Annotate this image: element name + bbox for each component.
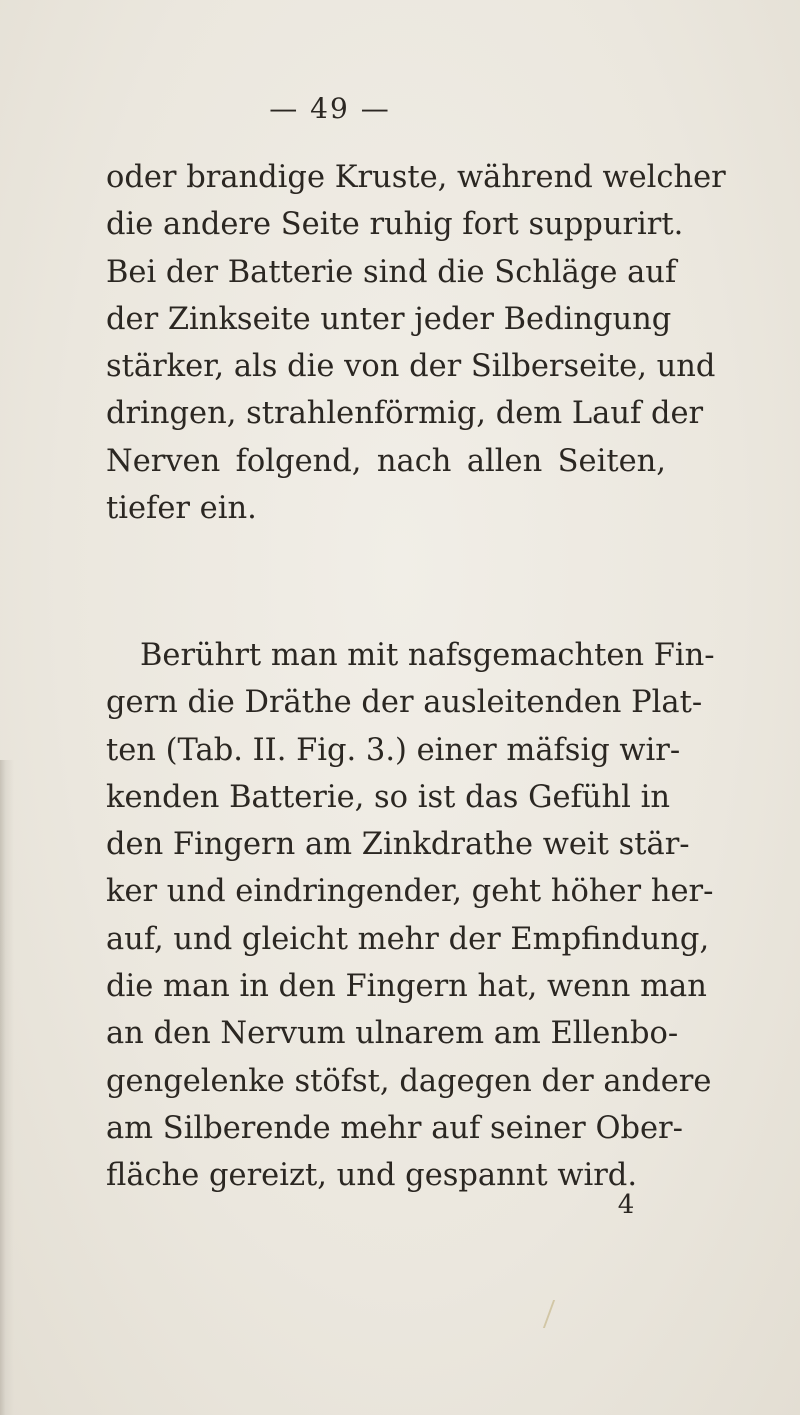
paragraph-2 [106,632,715,1200]
text-line: dringen, strahlenförmig, dem Lauf der [106,396,704,432]
text-line: fläche gereizt, und gespannt wird. [106,1158,638,1194]
page-edge-shadow [0,760,14,1415]
text-line: stärker, als die von der Silberseite, und [106,349,716,385]
text-line: die man in den Fingern hat, wenn man [106,969,707,1005]
text-line: den Fingern am Zinkdrathe weit stär- [106,827,690,863]
paragraph-1 [106,154,726,532]
text-line: gern die Dräthe der ausleitenden Plat- [106,685,703,721]
catchword: 4 [617,1190,635,1220]
page-number: — 49 — [269,92,391,125]
text-line: am Silberende mehr auf seiner Ober- [106,1110,683,1146]
text-line: tiefer ein. [106,491,257,527]
ink-mark [543,1300,565,1328]
text-line: Nerven folgend, nach allen Seiten, [106,443,666,479]
text-line: ten (Tab. II. Fig. 3.) einer mäfsig wir- [106,732,681,768]
text-line: ker und eindringender, geht höher her- [106,874,714,910]
text-line: oder brandige Kruste, während welcher [106,160,726,195]
text-line: Bei der Batterie sind die Schläge auf [106,254,677,290]
text-line: der Zinkseite unter jeder Bedingung [106,301,672,337]
text-line: an den Nervum ulnarem am Ellenbo- [106,1016,679,1052]
text-line: gengelenke stöfst, dagegen der andere [106,1063,712,1099]
text-line: Berührt man mit nafsgemachten Fin- [140,638,715,673]
text-line: kenden Batterie, so ist das Gefühl in [106,779,670,815]
text-line: auf, und gleicht mehr der Empfindung, [106,921,710,957]
text-line: die andere Seite ruhig fort suppurirt. [106,207,684,243]
